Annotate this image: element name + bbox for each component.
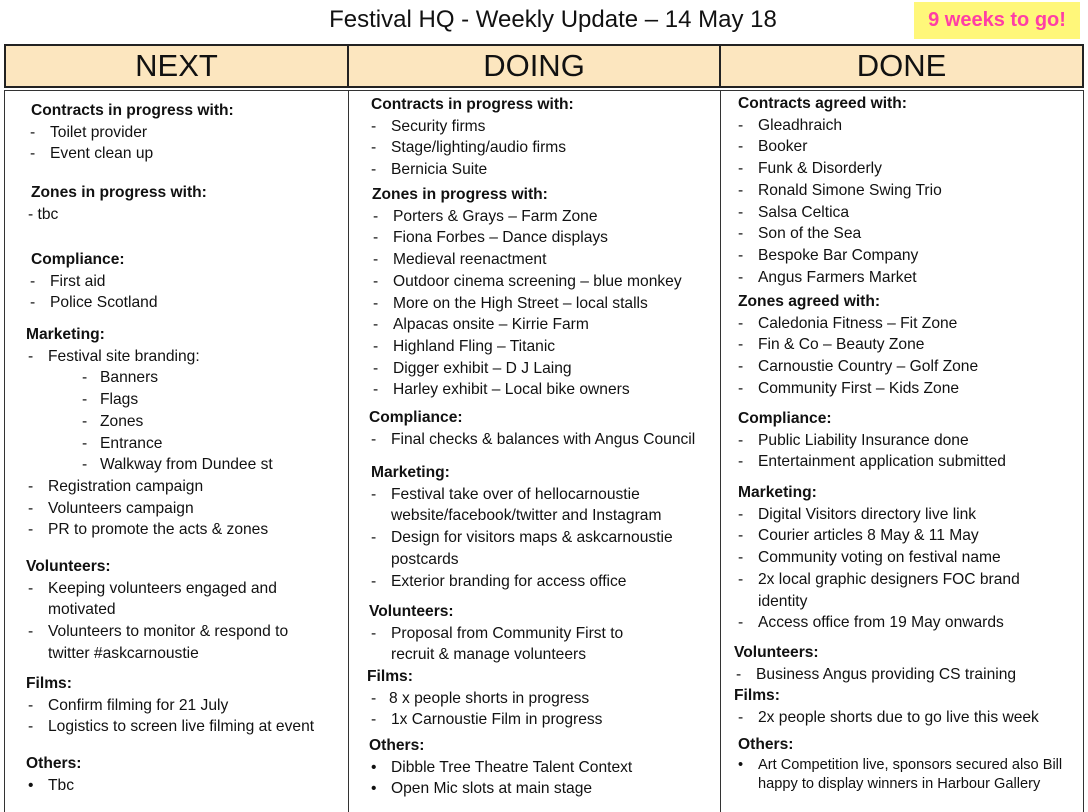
section-title: Contracts agreed with: bbox=[738, 95, 907, 112]
doing-zones-section bbox=[369, 184, 717, 401]
list-item: • Art Competition live, sponsors secured also Bill happy to display winners in Harbour Gallery bbox=[738, 756, 1063, 793]
list-item: - Fiona Forbes – Dance displays bbox=[373, 229, 608, 247]
section-title: Compliance: bbox=[738, 410, 832, 427]
list-item: • Tbc bbox=[28, 776, 74, 794]
section-title: Others: bbox=[738, 736, 794, 753]
list-item: - tbc bbox=[28, 205, 59, 223]
doing-compliance-section bbox=[369, 407, 717, 450]
list-item: - Business Angus providing CS training bbox=[736, 665, 1017, 683]
list-item: - Volunteers campaign bbox=[28, 499, 194, 517]
list-item: - Angus Farmers Market bbox=[738, 268, 917, 286]
list-item: - Alpacas onsite – Kirrie Farm bbox=[373, 316, 589, 334]
section-title: Films: bbox=[734, 687, 780, 704]
next-contracts-section bbox=[28, 100, 344, 165]
column-heading-done: DONE bbox=[856, 48, 947, 83]
section-title: Zones agreed with: bbox=[738, 293, 881, 310]
done-others-section bbox=[736, 734, 1082, 795]
section-title: Volunteers: bbox=[734, 644, 819, 661]
list-item: - 2x local graphic designers FOC brand identity bbox=[738, 570, 1020, 610]
doing-others-section bbox=[369, 735, 717, 800]
section-title: Films: bbox=[26, 675, 72, 692]
section-title: Compliance: bbox=[369, 409, 463, 426]
list-item: - Logistics to screen live filming at event bbox=[28, 718, 315, 736]
section-title: Others: bbox=[369, 737, 425, 754]
list-item: - Event clean up bbox=[30, 145, 154, 163]
next-marketing-section bbox=[26, 324, 344, 541]
list-item: - Funk & Disorderly bbox=[738, 160, 882, 178]
list-item: • Dibble Tree Theatre Talent Context bbox=[371, 758, 633, 776]
list-subitem: - Walkway from Dundee st bbox=[82, 456, 273, 474]
list-item: - Fin & Co – Beauty Zone bbox=[738, 336, 925, 354]
column-heading-next: NEXT bbox=[6, 46, 349, 86]
list-item: - More on the High Street – local stalls bbox=[373, 294, 648, 312]
list-item: - Design for visitors maps & askcarnoustie postcards bbox=[371, 529, 673, 568]
next-films-section bbox=[26, 673, 344, 738]
next-others-section bbox=[26, 753, 344, 796]
section-title: Others: bbox=[26, 755, 82, 772]
column-header-row bbox=[4, 44, 1084, 88]
list-item: - Volunteers to monitor & respond to twitter #askcarnoustie bbox=[28, 623, 289, 662]
section-title: Contracts in progress with: bbox=[31, 102, 234, 119]
section-title: Volunteers: bbox=[369, 603, 454, 620]
section-title: Volunteers: bbox=[26, 558, 111, 575]
done-compliance-section bbox=[736, 408, 1082, 473]
section-title: Marketing: bbox=[738, 484, 817, 501]
column-heading-doing: DOING bbox=[349, 46, 721, 86]
list-item: - Digger exhibit – D J Laing bbox=[373, 359, 572, 377]
section-title: Contracts in progress with: bbox=[371, 96, 574, 113]
list-item: - PR to promote the acts & zones bbox=[28, 521, 269, 539]
done-contracts-section bbox=[736, 93, 1082, 288]
list-item: - Access office from 19 May onwards bbox=[738, 614, 1004, 632]
list-item: - Son of the Sea bbox=[738, 225, 862, 243]
list-item: - Booker bbox=[738, 138, 808, 156]
list-subitem: - Entrance bbox=[82, 434, 163, 452]
doing-contracts-section bbox=[369, 94, 717, 181]
list-item: - Security firms bbox=[371, 117, 486, 135]
list-subitem: - Banners bbox=[82, 369, 159, 387]
next-compliance-section bbox=[28, 249, 344, 314]
list-item: - Harley exhibit – Local bike owners bbox=[373, 381, 630, 399]
list-item: - Digital Visitors directory live link bbox=[738, 505, 977, 523]
list-item: - Medieval reenactment bbox=[373, 251, 547, 269]
list-item: - Salsa Celtica bbox=[738, 203, 850, 221]
next-zones-section bbox=[28, 182, 344, 225]
list-item: - Highland Fling – Titanic bbox=[373, 337, 556, 355]
list-item: - Registration campaign bbox=[28, 477, 204, 495]
list-item: - Stage/lighting/audio firms bbox=[371, 139, 567, 157]
list-item: - 2x people shorts due to go live this week bbox=[738, 708, 1039, 726]
list-item: - Festival site branding: bbox=[28, 347, 200, 365]
list-item: - First aid bbox=[30, 272, 106, 290]
list-item: - Bernicia Suite bbox=[371, 161, 488, 179]
countdown-badge: 9 weeks to go! bbox=[914, 2, 1080, 39]
list-item: - 1x Carnoustie Film in progress bbox=[371, 711, 603, 729]
column-divider bbox=[720, 90, 721, 812]
list-item: - Community voting on festival name bbox=[738, 549, 1001, 567]
doing-volunteers-section bbox=[369, 601, 717, 666]
list-item: - Exterior branding for access office bbox=[371, 572, 627, 590]
done-marketing-section bbox=[736, 482, 1082, 634]
list-item: - Police Scotland bbox=[30, 294, 158, 312]
list-subitem: - Zones bbox=[82, 412, 144, 430]
list-item: - Gleadhraich bbox=[738, 116, 843, 134]
list-item: - 8 x people shorts in progress bbox=[371, 689, 590, 707]
done-zones-section bbox=[736, 291, 1082, 400]
list-item: - Ronald Simone Swing Trio bbox=[738, 181, 942, 199]
list-item: - Bespoke Bar Company bbox=[738, 246, 919, 264]
list-item: - Community First – Kids Zone bbox=[738, 379, 960, 397]
done-films-section bbox=[734, 685, 1082, 728]
list-item: - Porters & Grays – Farm Zone bbox=[373, 207, 598, 225]
list-item: - Festival take over of hellocarnoustie website/facebook/twitter and Instagram bbox=[371, 485, 662, 525]
section-title: Zones in progress with: bbox=[31, 184, 207, 201]
list-item: - Public Liability Insurance done bbox=[738, 431, 969, 449]
list-subitem: - Flags bbox=[82, 391, 139, 409]
list-item: - Entertainment application submitted bbox=[738, 453, 1006, 471]
list-item: - Toilet provider bbox=[30, 123, 148, 141]
list-item: - Confirm filming for 21 July bbox=[28, 696, 229, 714]
page-title: Festival HQ - Weekly Update – 14 May 18 bbox=[329, 6, 777, 33]
next-volunteers-section bbox=[26, 556, 344, 665]
section-title: Marketing: bbox=[26, 326, 105, 343]
list-item: - Outdoor cinema screening – blue monkey bbox=[373, 272, 682, 290]
doing-films-section bbox=[369, 666, 717, 731]
section-title: Films: bbox=[367, 668, 413, 685]
list-item: - Carnoustie Country – Golf Zone bbox=[738, 358, 979, 376]
section-title: Marketing: bbox=[371, 464, 450, 481]
list-item: - Courier articles 8 May & 11 May bbox=[738, 527, 979, 545]
list-item: - Caledonia Fitness – Fit Zone bbox=[738, 314, 958, 332]
done-volunteers-section bbox=[734, 642, 1082, 685]
section-title: Zones in progress with: bbox=[372, 186, 548, 203]
list-item: • Open Mic slots at main stage bbox=[371, 780, 593, 798]
doing-marketing-section bbox=[369, 462, 717, 592]
column-divider bbox=[348, 90, 349, 812]
list-item: - Proposal from Community First to recruit & manage volunteers bbox=[371, 624, 624, 664]
list-item: - Keeping volunteers engaged and motivated bbox=[28, 579, 277, 619]
list-item: - Final checks & balances with Angus Council bbox=[371, 430, 696, 448]
section-title: Compliance: bbox=[31, 251, 125, 268]
